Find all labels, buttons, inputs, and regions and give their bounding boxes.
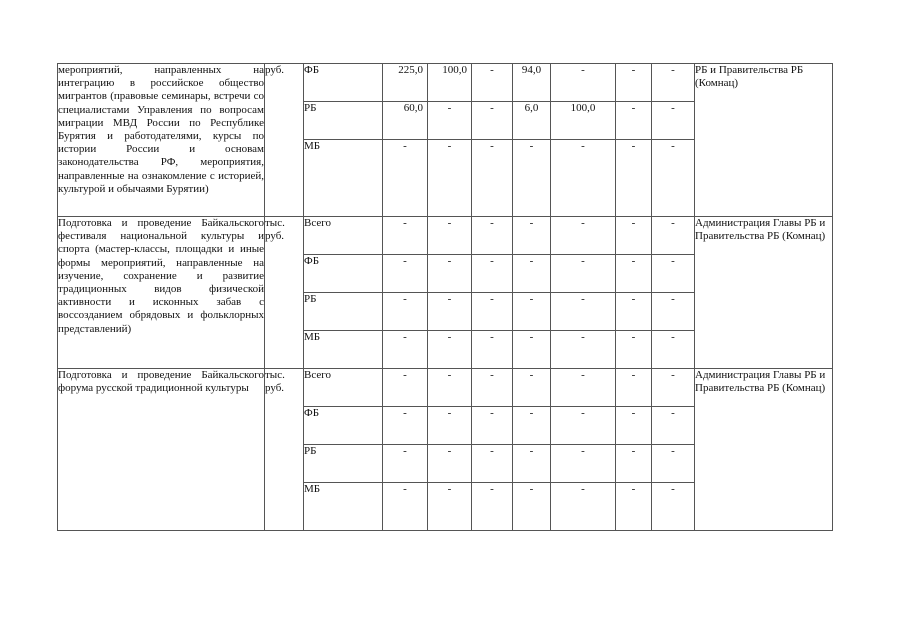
amount-cell: - bbox=[383, 140, 428, 217]
amount-cell: - bbox=[513, 217, 551, 255]
amount-cell: - bbox=[551, 217, 616, 255]
amount-cell: - bbox=[472, 293, 513, 331]
amount-cell: - bbox=[428, 483, 472, 531]
amount-cell: - bbox=[652, 293, 695, 331]
funding-source: РБ bbox=[304, 445, 383, 483]
funding-source: ФБ bbox=[304, 255, 383, 293]
funding-source: РБ bbox=[304, 293, 383, 331]
amount-cell: - bbox=[513, 140, 551, 217]
amount-cell: - bbox=[472, 369, 513, 407]
amount-cell: - bbox=[513, 407, 551, 445]
measure-description: Подготовка и проведение Байкальского форума русской традиционной культуры bbox=[58, 369, 265, 531]
amount-cell: - bbox=[428, 331, 472, 369]
amount-cell: - bbox=[428, 407, 472, 445]
amount-cell: - bbox=[652, 64, 695, 102]
amount-cell: - bbox=[652, 140, 695, 217]
measure-description: Подготовка и проведение Байкальского фестиваля национальной культуры и спорта (мастер-классы, площадки и иные формы мероприятий, направленные на изучение, сохранение и развитие традиционных видов физической активности и исконных забав с воссозданием обрядовых и фольклорных представлений) bbox=[58, 217, 265, 369]
funding-source: ФБ bbox=[304, 407, 383, 445]
responsible-executor: Администрация Главы РБ и Правительства РБ (Комнац) bbox=[695, 369, 833, 531]
table-row bbox=[58, 217, 833, 255]
amount-cell: - bbox=[551, 255, 616, 293]
amount-cell: 225,0 bbox=[383, 64, 428, 102]
amount-cell: - bbox=[616, 140, 652, 217]
table-row bbox=[58, 64, 833, 102]
amount-cell: - bbox=[652, 369, 695, 407]
funding-source: МБ bbox=[304, 140, 383, 217]
amount-cell: - bbox=[551, 483, 616, 531]
amount-cell: - bbox=[472, 331, 513, 369]
unit-of-measure: тыс. руб. bbox=[265, 369, 304, 531]
amount-cell: - bbox=[616, 255, 652, 293]
amount-cell: - bbox=[551, 293, 616, 331]
amount-cell: - bbox=[616, 445, 652, 483]
amount-cell: - bbox=[513, 293, 551, 331]
amount-cell: 94,0 bbox=[513, 64, 551, 102]
amount-cell: - bbox=[513, 331, 551, 369]
amount-cell: - bbox=[513, 483, 551, 531]
funding-source: Всего bbox=[304, 217, 383, 255]
amount-cell: - bbox=[513, 369, 551, 407]
amount-cell: 100,0 bbox=[551, 102, 616, 140]
funding-source: РБ bbox=[304, 102, 383, 140]
amount-cell: - bbox=[652, 407, 695, 445]
amount-cell: - bbox=[428, 293, 472, 331]
amount-cell: - bbox=[472, 217, 513, 255]
program-table bbox=[57, 63, 833, 531]
amount-cell: - bbox=[652, 217, 695, 255]
amount-cell: - bbox=[616, 331, 652, 369]
amount-cell: - bbox=[652, 483, 695, 531]
amount-cell: 6,0 bbox=[513, 102, 551, 140]
amount-cell: - bbox=[652, 331, 695, 369]
amount-cell: 100,0 bbox=[428, 64, 472, 102]
amount-cell: - bbox=[551, 445, 616, 483]
amount-cell: - bbox=[513, 445, 551, 483]
responsible-executor: РБ и Правительства РБ (Комнац) bbox=[695, 64, 833, 217]
amount-cell: - bbox=[383, 483, 428, 531]
amount-cell: - bbox=[513, 255, 551, 293]
amount-cell: - bbox=[472, 445, 513, 483]
amount-cell: - bbox=[616, 407, 652, 445]
amount-cell: - bbox=[472, 140, 513, 217]
amount-cell: - bbox=[616, 369, 652, 407]
amount-cell: - bbox=[428, 102, 472, 140]
amount-cell: - bbox=[616, 102, 652, 140]
funding-source: МБ bbox=[304, 331, 383, 369]
amount-cell: - bbox=[383, 255, 428, 293]
amount-cell: - bbox=[551, 140, 616, 217]
amount-cell: - bbox=[616, 483, 652, 531]
amount-cell: - bbox=[472, 255, 513, 293]
amount-cell: - bbox=[652, 255, 695, 293]
amount-cell: - bbox=[383, 445, 428, 483]
amount-cell: - bbox=[428, 217, 472, 255]
amount-cell: - bbox=[428, 445, 472, 483]
amount-cell: - bbox=[551, 407, 616, 445]
amount-cell: - bbox=[383, 331, 428, 369]
funding-source: ФБ bbox=[304, 64, 383, 102]
funding-source: Всего bbox=[304, 369, 383, 407]
amount-cell: - bbox=[652, 102, 695, 140]
amount-cell: - bbox=[472, 407, 513, 445]
amount-cell: - bbox=[428, 140, 472, 217]
amount-cell: - bbox=[551, 64, 616, 102]
unit-of-measure: руб. bbox=[265, 64, 304, 217]
amount-cell: - bbox=[383, 407, 428, 445]
amount-cell: - bbox=[551, 331, 616, 369]
amount-cell: - bbox=[616, 64, 652, 102]
amount-cell: - bbox=[428, 369, 472, 407]
amount-cell: - bbox=[551, 369, 616, 407]
amount-cell: - bbox=[428, 255, 472, 293]
amount-cell: - bbox=[472, 483, 513, 531]
responsible-executor: Администрация Главы РБ и Правительства РБ (Комнац) bbox=[695, 217, 833, 369]
amount-cell: - bbox=[383, 369, 428, 407]
unit-of-measure: тыс. руб. bbox=[265, 217, 304, 369]
measure-description: мероприятий, направленных на интеграцию в российское общество мигрантов (правовые семинары, встречи со специалистами Управления по вопросам миграции МВД России по Республике Бурятия и работодателями, курсы по истории России и основам законодательства РФ, мероприятия, направленные на ознакомление с историей, культурой и обычаями Бурятии) bbox=[58, 64, 265, 217]
amount-cell: - bbox=[616, 293, 652, 331]
table-row bbox=[58, 369, 833, 407]
amount-cell: 60,0 bbox=[383, 102, 428, 140]
amount-cell: - bbox=[383, 217, 428, 255]
amount-cell: - bbox=[472, 64, 513, 102]
amount-cell: - bbox=[652, 445, 695, 483]
amount-cell: - bbox=[383, 293, 428, 331]
funding-source: МБ bbox=[304, 483, 383, 531]
amount-cell: - bbox=[616, 217, 652, 255]
amount-cell: - bbox=[472, 102, 513, 140]
